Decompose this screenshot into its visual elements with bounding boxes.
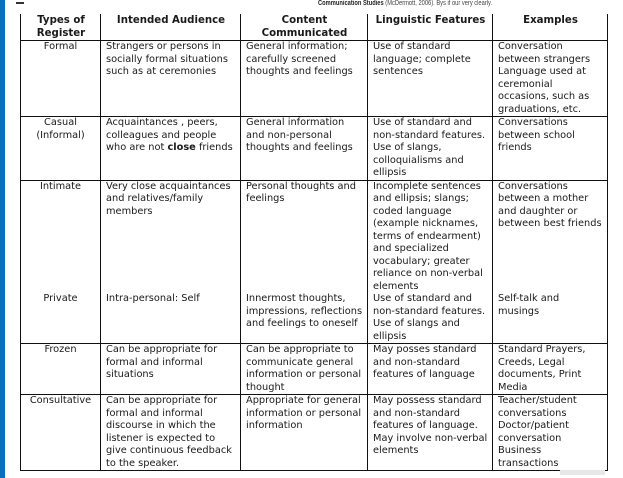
register-type: Casual (Informal) bbox=[21, 117, 101, 181]
examples: Conversations between a mother and daughter or between best friends bbox=[493, 180, 608, 293]
header-content-communicated: Content Communicated bbox=[241, 14, 368, 41]
content-communicated: Innermost thoughts, impressions, reflections and feelings to oneself bbox=[241, 293, 368, 344]
intended-audience: Can be appropriate for formal and informal situations bbox=[101, 344, 241, 395]
citation-text bbox=[318, 0, 492, 7]
audience-text: Acquaintances , peers, colleagues and people who are not bbox=[106, 117, 218, 153]
examples: Teacher/student conversations Doctor/patient conversation Business transactions bbox=[493, 395, 608, 471]
faint-footer-text bbox=[560, 470, 605, 475]
table-row-formal bbox=[21, 41, 608, 117]
intended-audience: Strangers or persons in socially formal situations such as at ceremonies bbox=[101, 41, 241, 117]
table-row-private bbox=[21, 293, 608, 344]
content-communicated: Appropriate for general information or personal information bbox=[241, 395, 368, 471]
linguistic-features: Incomplete sentences and ellipsis; slangs; coded language (example nicknames, terms of endearment) and specialized vocabulary; greater reliance on non-verbal elements bbox=[368, 180, 493, 293]
header-examples: Examples bbox=[493, 14, 608, 41]
linguistic-features: Use of standard and non-standard features. Use of slangs, colloquialisms and ellipsis bbox=[368, 117, 493, 181]
header-intended-audience: Intended Audience bbox=[101, 14, 241, 41]
citation-detail: (McDermott, 2006). Bys if our very clearly. bbox=[383, 0, 493, 7]
table-row-intimate bbox=[21, 180, 608, 293]
linguistic-features: Use of standard and non-standard features. Use of slangs and ellipsis bbox=[368, 293, 493, 344]
examples: Standard Prayers, Creeds, Legal documents, Print Media bbox=[493, 344, 608, 395]
intended-audience: Very close acquaintances and relatives/family members bbox=[101, 180, 241, 293]
content-communicated: Personal thoughts and feelings bbox=[241, 180, 368, 293]
table-row-consultative bbox=[21, 395, 608, 471]
header-types-of-register: Types of Register bbox=[21, 14, 101, 41]
header-linguistic-features: Linguistic Features bbox=[368, 14, 493, 41]
intended-audience bbox=[101, 117, 241, 181]
linguistic-features: May possess standard and non-standard features of language. May involve non-verbal elements bbox=[368, 395, 493, 471]
intended-audience: Intra-personal: Self bbox=[101, 293, 241, 344]
table-row-casual bbox=[21, 117, 608, 181]
register-type: Private bbox=[21, 293, 101, 344]
citation-source: Communication Studies bbox=[318, 0, 384, 7]
header-row bbox=[21, 14, 608, 41]
linguistic-features: Use of standard language; complete sentences bbox=[368, 41, 493, 117]
examples: Conversations between school friends bbox=[493, 117, 608, 181]
content-communicated: Can be appropriate to communicate general information or personal thought bbox=[241, 344, 368, 395]
content-communicated: General information and non-personal thoughts and feelings bbox=[241, 117, 368, 181]
examples: Self-talk and musings bbox=[493, 293, 608, 344]
register-table bbox=[20, 14, 608, 471]
content-communicated: General information; carefully screened thoughts and feelings bbox=[241, 41, 368, 117]
linguistic-features: May posses standard and non-standard features of language bbox=[368, 344, 493, 395]
register-type: Formal bbox=[21, 41, 101, 117]
examples: Conversation between strangers Language used at ceremonial occasions, such as graduations, etc. bbox=[493, 41, 608, 117]
left-accent-bar bbox=[0, 0, 5, 478]
register-type: Frozen bbox=[21, 344, 101, 395]
audience-text-end: friends bbox=[195, 142, 233, 153]
register-type: Intimate bbox=[21, 180, 101, 293]
intended-audience: Can be appropriate for formal and informal discourse in which the listener is expected to give continuous feedback to the speaker. bbox=[101, 395, 241, 471]
register-type: Consultative bbox=[21, 395, 101, 471]
corner-mark bbox=[16, 2, 24, 4]
audience-emphasis: close bbox=[167, 142, 196, 153]
table-row-frozen bbox=[21, 344, 608, 395]
